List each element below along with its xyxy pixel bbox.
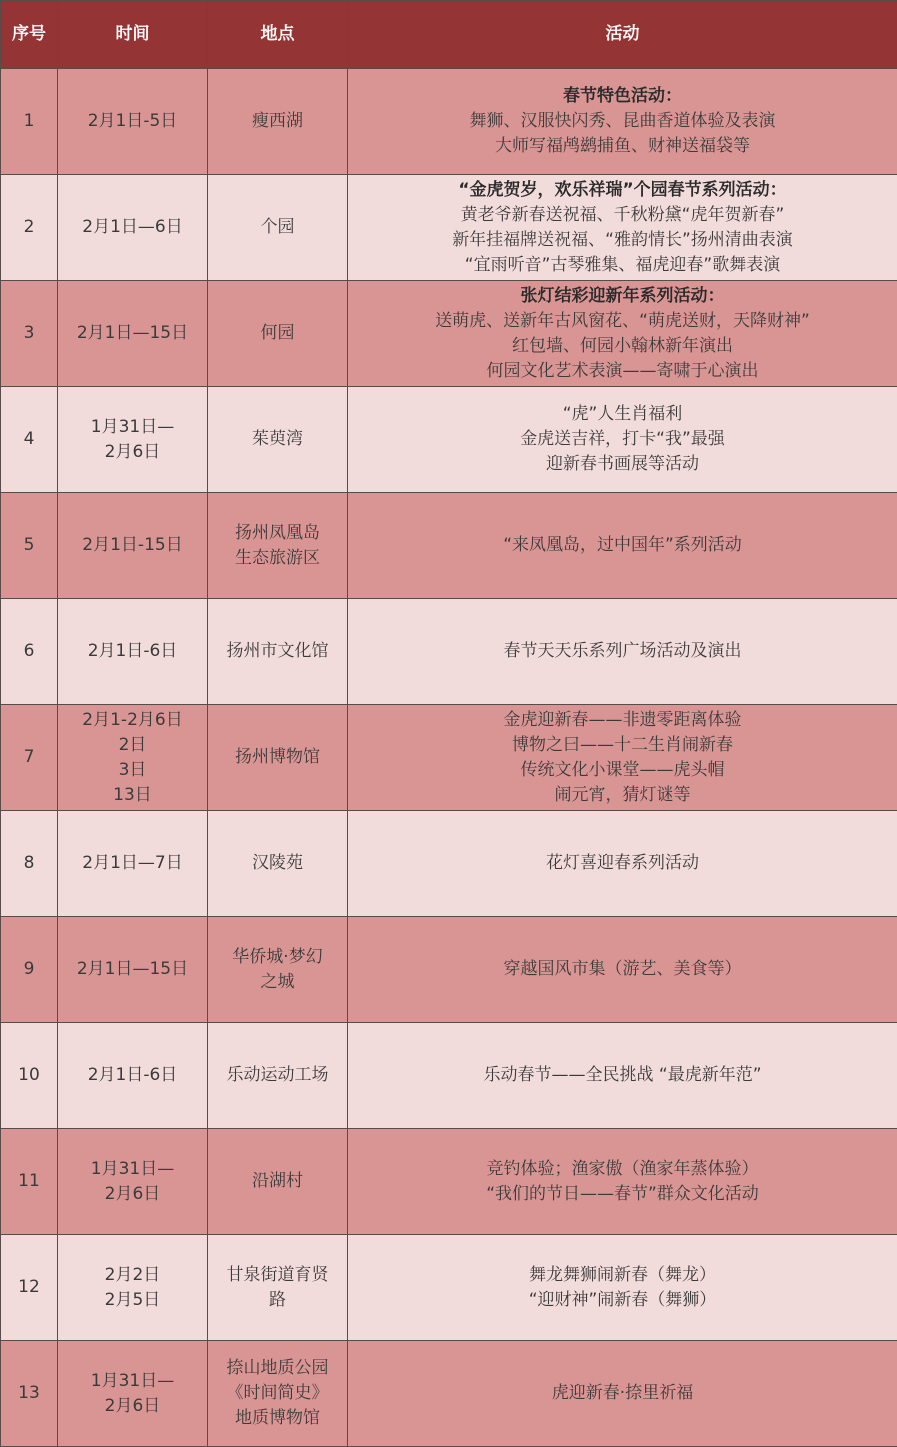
row-number: 11 — [1, 1129, 58, 1235]
row-number: 13 — [1, 1341, 58, 1447]
activity-line: 竞钓体验；渔家傲（渔家年蒸体验） — [352, 1157, 893, 1182]
location-cell-line: 乐动运动工场 — [212, 1063, 343, 1088]
date-cell — [58, 917, 208, 1023]
table-row — [1, 1235, 897, 1341]
activity-line: 虎迎新春·捺里祈福 — [352, 1381, 893, 1406]
location-cell — [208, 1235, 348, 1341]
header-number: 序号 — [1, 1, 58, 69]
activity-line: 乐动春节——全民挑战 “最虎新年范” — [352, 1063, 893, 1088]
table-row — [1, 1129, 897, 1235]
date-cell — [58, 1341, 208, 1447]
date-cell-line: 2月1日—7日 — [62, 851, 203, 876]
table-row — [1, 69, 897, 175]
table-row — [1, 1341, 897, 1447]
activity-title: 张灯结彩迎新年系列活动： — [352, 284, 893, 309]
activity-line: 黄老爷新春送祝福、千秋粉黛“虎年贺新春” — [352, 203, 893, 228]
date-cell — [58, 387, 208, 493]
location-cell — [208, 1341, 348, 1447]
activity-cell — [348, 281, 897, 387]
date-cell-line: 2月1日—6日 — [62, 215, 203, 240]
table-row — [1, 175, 897, 281]
activity-cell — [348, 69, 897, 175]
date-cell-line: 2月2日 — [62, 1263, 203, 1288]
activity-cell — [348, 705, 897, 811]
activity-cell — [348, 493, 897, 599]
activity-cell — [348, 1129, 897, 1235]
date-cell — [58, 493, 208, 599]
row-number: 2 — [1, 175, 58, 281]
activity-line: “我们的节日——春节”群众文化活动 — [352, 1182, 893, 1207]
activity-cell — [348, 1341, 897, 1447]
table-row — [1, 1023, 897, 1129]
activity-cell — [348, 811, 897, 917]
header-time: 时间 — [58, 1, 208, 69]
activity-cell — [348, 599, 897, 705]
activity-line: 舞狮、汉服快闪秀、昆曲香道体验及表演 — [352, 109, 893, 134]
row-number: 12 — [1, 1235, 58, 1341]
row-number: 8 — [1, 811, 58, 917]
date-cell — [58, 69, 208, 175]
date-cell-line: 2日 — [62, 733, 203, 758]
location-cell-line: 茱萸湾 — [212, 427, 343, 452]
activity-line: 闹元宵，猜灯谜等 — [352, 783, 893, 808]
activity-line: “迎财神”闹新春（舞狮） — [352, 1288, 893, 1313]
activity-cell — [348, 917, 897, 1023]
date-cell — [58, 599, 208, 705]
table-row — [1, 599, 897, 705]
activity-line: 新年挂福牌送祝福、“雅韵情长”扬州清曲表演 — [352, 228, 893, 253]
location-cell — [208, 917, 348, 1023]
activity-cell — [348, 387, 897, 493]
activity-line: 金虎送吉祥，打卡“我”最强 — [352, 427, 893, 452]
location-cell-line: 《时间简史》 — [212, 1381, 343, 1406]
row-number: 5 — [1, 493, 58, 599]
date-cell-line: 1月31日— — [62, 1157, 203, 1182]
location-cell-line: 华侨城·梦幻 — [212, 945, 343, 970]
activity-cell — [348, 1023, 897, 1129]
activity-line: “宜雨听音”古琴雅集、福虎迎春”歌舞表演 — [352, 253, 893, 278]
activity-line: 大师写福鸬鹚捕鱼、财神送福袋等 — [352, 134, 893, 159]
location-cell-line: 甘泉街道育贤 — [212, 1263, 343, 1288]
location-cell-line: 扬州博物馆 — [212, 745, 343, 770]
header-activity: 活动 — [348, 1, 897, 69]
row-number: 4 — [1, 387, 58, 493]
date-cell-line: 2月1日—15日 — [62, 321, 203, 346]
location-cell-line: 生态旅游区 — [212, 546, 343, 571]
date-cell-line: 2月1日-6日 — [62, 1063, 203, 1088]
date-cell-line: 2月6日 — [62, 1182, 203, 1207]
activity-title: 春节特色活动： — [352, 84, 893, 109]
activity-line: 金虎迎新春——非遗零距离体验 — [352, 708, 893, 733]
date-cell — [58, 1235, 208, 1341]
activity-cell — [348, 175, 897, 281]
activity-line: 红包墙、何园小翰林新年演出 — [352, 334, 893, 359]
location-cell — [208, 705, 348, 811]
table-row — [1, 917, 897, 1023]
activity-cell — [348, 1235, 897, 1341]
date-cell-line: 2月1日-15日 — [62, 533, 203, 558]
date-cell-line: 1月31日— — [62, 1369, 203, 1394]
activity-line: 穿越国风市集（游艺、美食等） — [352, 957, 893, 982]
date-cell-line: 2月1日-5日 — [62, 109, 203, 134]
date-cell-line: 2月6日 — [62, 440, 203, 465]
date-cell — [58, 811, 208, 917]
location-cell-line: 之城 — [212, 970, 343, 995]
location-cell — [208, 387, 348, 493]
location-cell-line: 个园 — [212, 215, 343, 240]
table-header — [1, 1, 897, 69]
location-cell-line: 何园 — [212, 321, 343, 346]
date-cell-line: 2月6日 — [62, 1394, 203, 1419]
row-number: 9 — [1, 917, 58, 1023]
table-row — [1, 281, 897, 387]
activity-line: 春节天天乐系列广场活动及演出 — [352, 639, 893, 664]
activity-title: “金虎贺岁，欢乐祥瑞”个园春节系列活动： — [352, 178, 893, 203]
table-row — [1, 705, 897, 811]
location-cell-line: 路 — [212, 1288, 343, 1313]
location-cell — [208, 1023, 348, 1129]
activity-line: 迎新春书画展等活动 — [352, 452, 893, 477]
location-cell-line: 扬州凤凰岛 — [212, 521, 343, 546]
row-number: 7 — [1, 705, 58, 811]
location-cell-line: 捺山地质公园 — [212, 1356, 343, 1381]
location-cell — [208, 811, 348, 917]
date-cell-line: 2月1日-6日 — [62, 639, 203, 664]
activity-line: 送萌虎、送新年古风窗花、“萌虎送财，天降财神” — [352, 309, 893, 334]
date-cell-line: 2月1-2月6日 — [62, 708, 203, 733]
location-cell — [208, 599, 348, 705]
header-location: 地点 — [208, 1, 348, 69]
location-cell-line: 瘦西湖 — [212, 109, 343, 134]
location-cell-line: 沿湖村 — [212, 1169, 343, 1194]
location-cell — [208, 493, 348, 599]
location-cell — [208, 175, 348, 281]
row-number: 6 — [1, 599, 58, 705]
activity-line: 传统文化小课堂——虎头帽 — [352, 758, 893, 783]
activity-line: “虎”人生肖福利 — [352, 402, 893, 427]
activity-line: 舞龙舞狮闹新春（舞龙） — [352, 1263, 893, 1288]
date-cell-line: 1月31日— — [62, 415, 203, 440]
activity-line: 花灯喜迎春系列活动 — [352, 851, 893, 876]
location-cell-line: 扬州市文化馆 — [212, 639, 343, 664]
table-row — [1, 387, 897, 493]
date-cell — [58, 1023, 208, 1129]
location-cell — [208, 69, 348, 175]
date-cell — [58, 281, 208, 387]
table-row — [1, 493, 897, 599]
date-cell-line: 2月1日—15日 — [62, 957, 203, 982]
activity-line: 博物之曰——十二生肖闹新春 — [352, 733, 893, 758]
activity-line: “来凤凰岛，过中国年”系列活动 — [352, 533, 893, 558]
location-cell — [208, 1129, 348, 1235]
date-cell — [58, 1129, 208, 1235]
date-cell-line: 2月5日 — [62, 1288, 203, 1313]
row-number: 10 — [1, 1023, 58, 1129]
table-row — [1, 811, 897, 917]
date-cell — [58, 705, 208, 811]
row-number: 3 — [1, 281, 58, 387]
activity-line: 何园文化艺术表演——寄啸于心演出 — [352, 359, 893, 384]
date-cell-line: 13日 — [62, 783, 203, 808]
date-cell-line: 3日 — [62, 758, 203, 783]
location-cell — [208, 281, 348, 387]
date-cell — [58, 175, 208, 281]
location-cell-line: 汉陵苑 — [212, 851, 343, 876]
row-number: 1 — [1, 69, 58, 175]
table-body — [1, 69, 897, 1447]
location-cell-line: 地质博物馆 — [212, 1406, 343, 1431]
header-row — [1, 1, 897, 69]
